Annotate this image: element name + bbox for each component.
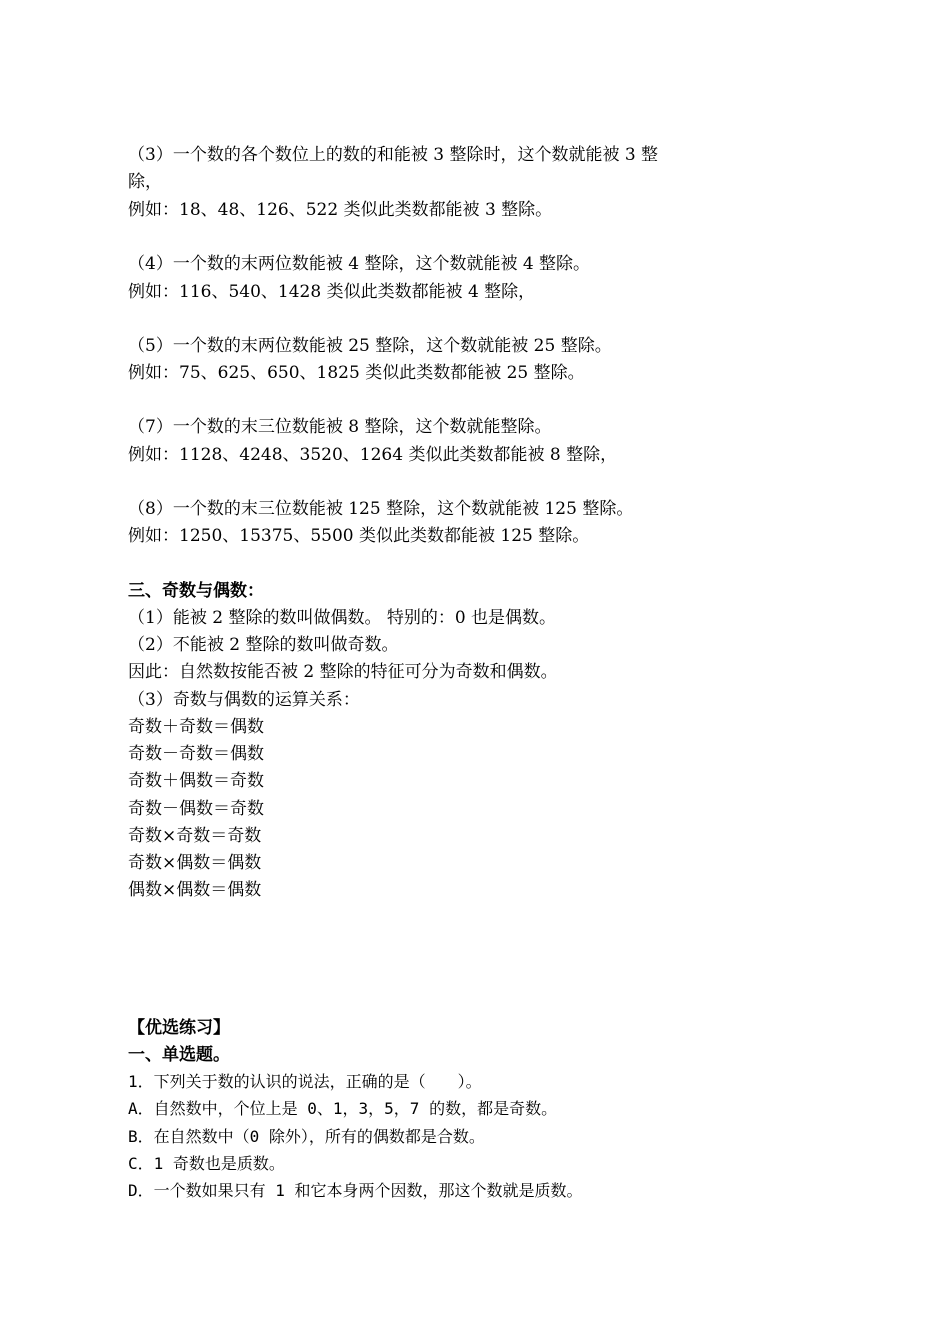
- rule-3-example: 例如：18、48、126、522 类似此类数都能被 3 整除。: [128, 200, 553, 220]
- practice-heading: 【优选练习】: [128, 1018, 230, 1038]
- section-3-item-2: （2）不能被 2 整除的数叫做奇数。: [128, 635, 399, 655]
- practice-sub-heading: 一、单选题。: [128, 1045, 230, 1065]
- relation-line: 奇数－奇数＝偶数: [128, 744, 264, 764]
- option-d: D．一个数如果只有 1 和它本身两个因数，那这个数就是质数。: [128, 1181, 583, 1200]
- option-c: C．1 奇数也是质数。: [128, 1154, 285, 1173]
- option-a: A．自然数中，个位上是 0、1，3，5，7 的数，都是奇数。: [128, 1099, 558, 1118]
- rule-7-line-1: （7）一个数的末三位数能被 8 整除，这个数就能整除。: [128, 417, 552, 437]
- question-1: 1．下列关于数的认识的说法，正确的是（ ）。: [128, 1072, 482, 1091]
- rule-5-line-1: （5）一个数的末两位数能被 25 整除，这个数就能被 25 整除。: [128, 336, 612, 356]
- relation-line: 奇数×奇数＝奇数: [128, 826, 262, 846]
- relation-line: 偶数×偶数＝偶数: [128, 880, 262, 900]
- section-3-item-3: （3）奇数与偶数的运算关系：: [128, 690, 360, 710]
- section-3-item-1: （1）能被 2 整除的数叫做偶数。 特别的：0 也是偶数。: [128, 608, 557, 628]
- rule-8-example: 例如：1250、15375、5500 类似此类数都能被 125 整除。: [128, 526, 590, 546]
- rule-5-example: 例如：75、625、650、1825 类似此类数都能被 25 整除。: [128, 363, 585, 383]
- relation-line: 奇数－偶数＝奇数: [128, 799, 264, 819]
- rule-3-line-1: （3）一个数的各个数位上的数的和能被 3 整除时，这个数就能被 3 整: [128, 145, 659, 165]
- rule-7-example: 例如：1128、4248、3520、1264 类似此类数都能被 8 整除，: [128, 445, 618, 465]
- relation-line: 奇数＋偶数＝奇数: [128, 771, 264, 791]
- rule-4-line-1: （4）一个数的末两位数能被 4 整除，这个数就能被 4 整除。: [128, 254, 591, 274]
- rule-3-line-2: 除，: [128, 172, 162, 192]
- relation-line: 奇数＋奇数＝偶数: [128, 717, 264, 737]
- section-3-heading: 三、奇数与偶数：: [128, 581, 264, 601]
- option-b: B．在自然数中（0 除外），所有的偶数都是合数。: [128, 1127, 485, 1146]
- relation-line: 奇数×偶数＝偶数: [128, 853, 262, 873]
- rule-8-line-1: （8）一个数的末三位数能被 125 整除，这个数就能被 125 整除。: [128, 499, 634, 519]
- section-3-therefore: 因此：自然数按能否被 2 整除的特征可分为奇数和偶数。: [128, 662, 558, 682]
- rule-4-example: 例如：116、540、1428 类似此类数都能被 4 整除，: [128, 282, 536, 302]
